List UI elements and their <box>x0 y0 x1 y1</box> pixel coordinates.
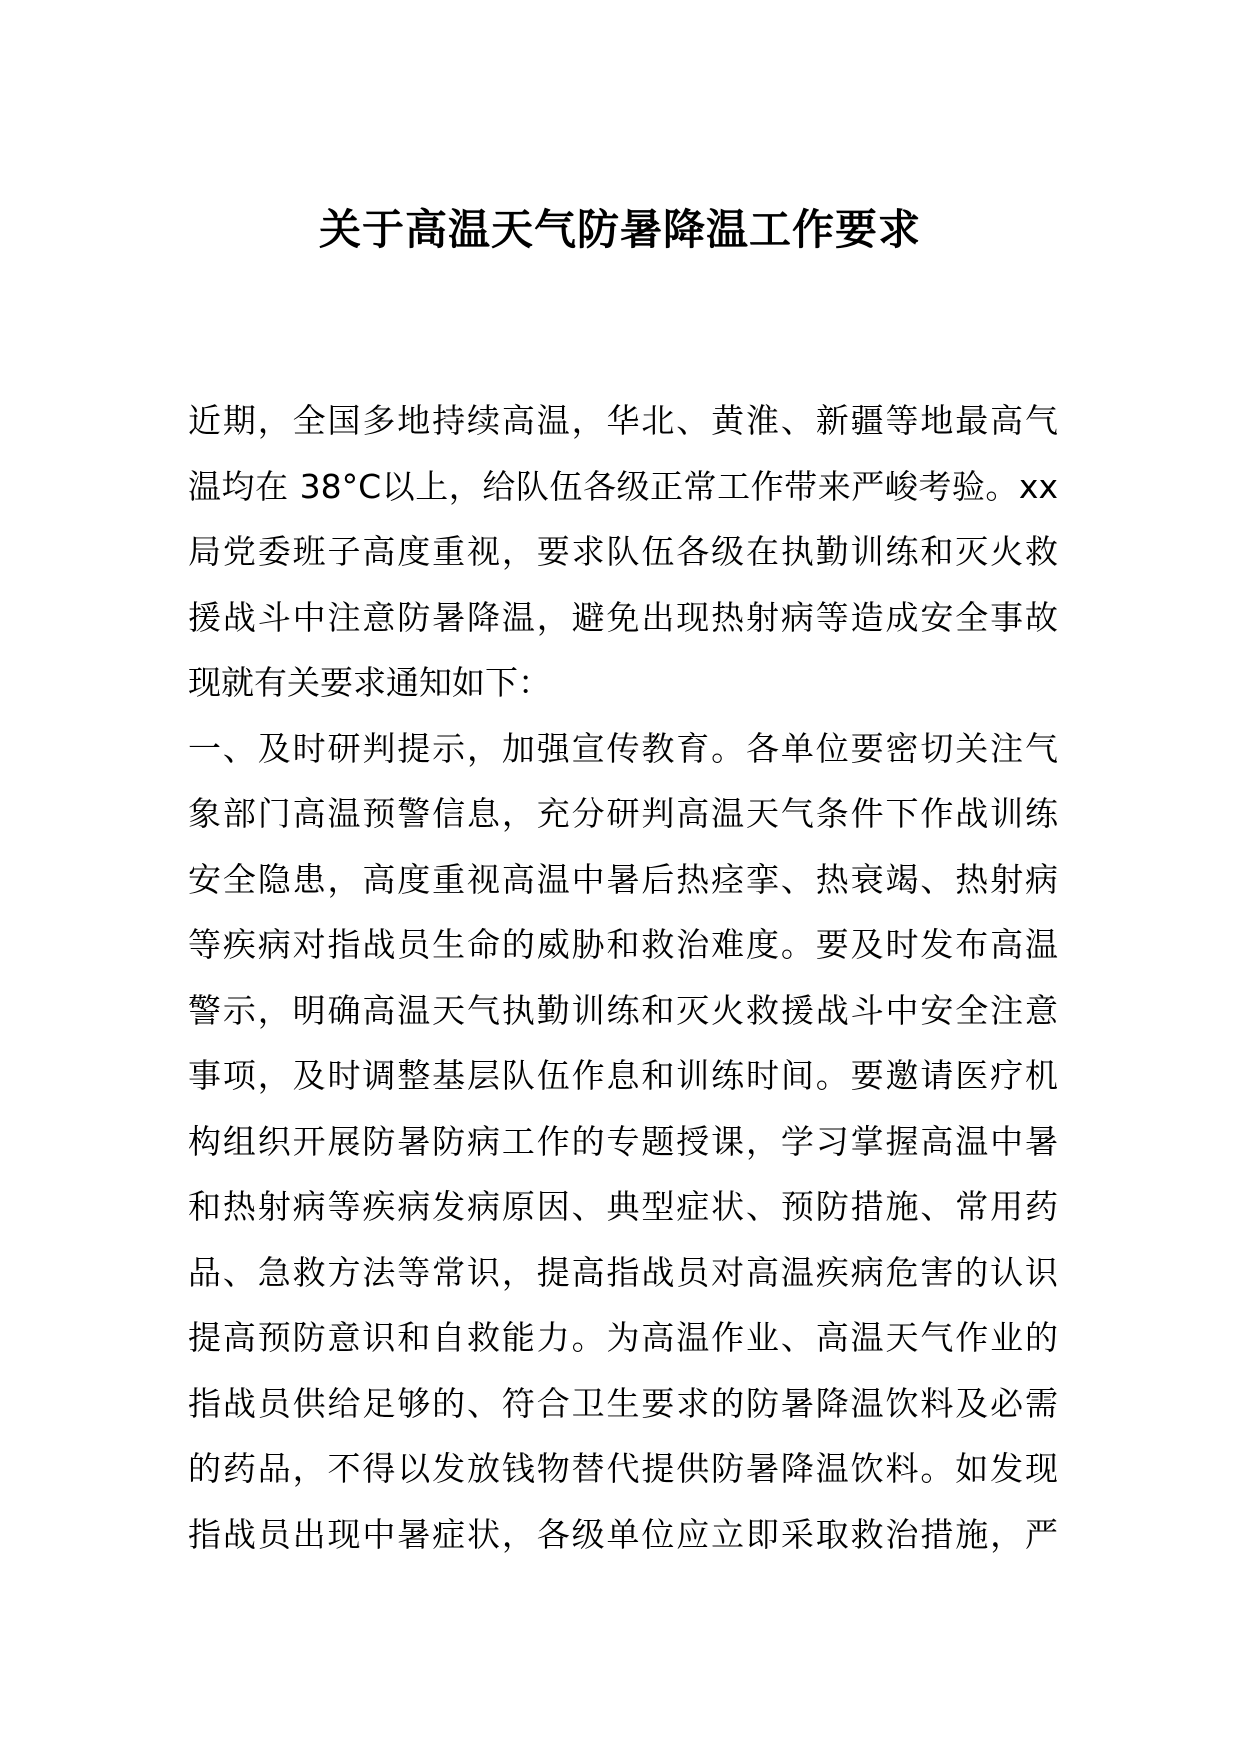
document-body <box>188 388 1058 1567</box>
text-line: 和热射病等疾病发病原因、典型症状、预防措施、常用药 <box>188 1187 1058 1226</box>
text-line: 指战员出现中暑症状，各级单位应立即采取救治措施，严 <box>188 1514 1058 1554</box>
text-line: 提高预防意识和自救能力。为高温作业、高温天气作业的 <box>188 1318 1058 1357</box>
text-line: 警示，明确高温天气执勤训练和灭火救援战斗中安全注意 <box>188 990 1058 1030</box>
text-line: 近期，全国多地持续高温，华北、黄淮、新疆等地最高气 <box>188 401 1058 440</box>
text-line: 一、及时研判提示，加强宣传教育。各单位要密切关注气 <box>188 728 1058 768</box>
text-line: 局党委班子高度重视，要求队伍各级在执勤训练和灭火救 <box>188 532 1058 571</box>
text-line: 温均在 38°C以上，给队伍各级正常工作带来严峻考验。xx <box>188 466 1058 506</box>
text-line: 构组织开展防暑防病工作的专题授课，学习掌握高温中暑 <box>188 1121 1058 1161</box>
text-line: 安全隐患，高度重视高温中暑后热痉挛、热衰竭、热射病 <box>188 859 1058 899</box>
text-line: 象部门高温预警信息，充分研判高温天气条件下作战训练 <box>188 794 1058 833</box>
text-line: 援战斗中注意防暑降温，避免出现热射病等造成安全事故 <box>188 597 1058 637</box>
text-line: 的药品，不得以发放钱物替代提供防暑降温饮料。如发现 <box>188 1449 1058 1488</box>
text-line: 事项，及时调整基层队伍作息和训练时间。要邀请医疗机 <box>188 1056 1058 1095</box>
document-title: 关于高温天气防暑降温工作要求 <box>318 205 921 254</box>
text-line: 现就有关要求通知如下： <box>188 663 551 702</box>
text-line: 等疾病对指战员生命的威胁和救治难度。要及时发布高温 <box>188 925 1058 964</box>
text-line: 指战员供给足够的、符合卫生要求的防暑降温饮料及必需 <box>188 1383 1058 1423</box>
text-line: 品、急救方法等常识，提高指战员对高温疾病危害的认识 <box>188 1252 1058 1292</box>
